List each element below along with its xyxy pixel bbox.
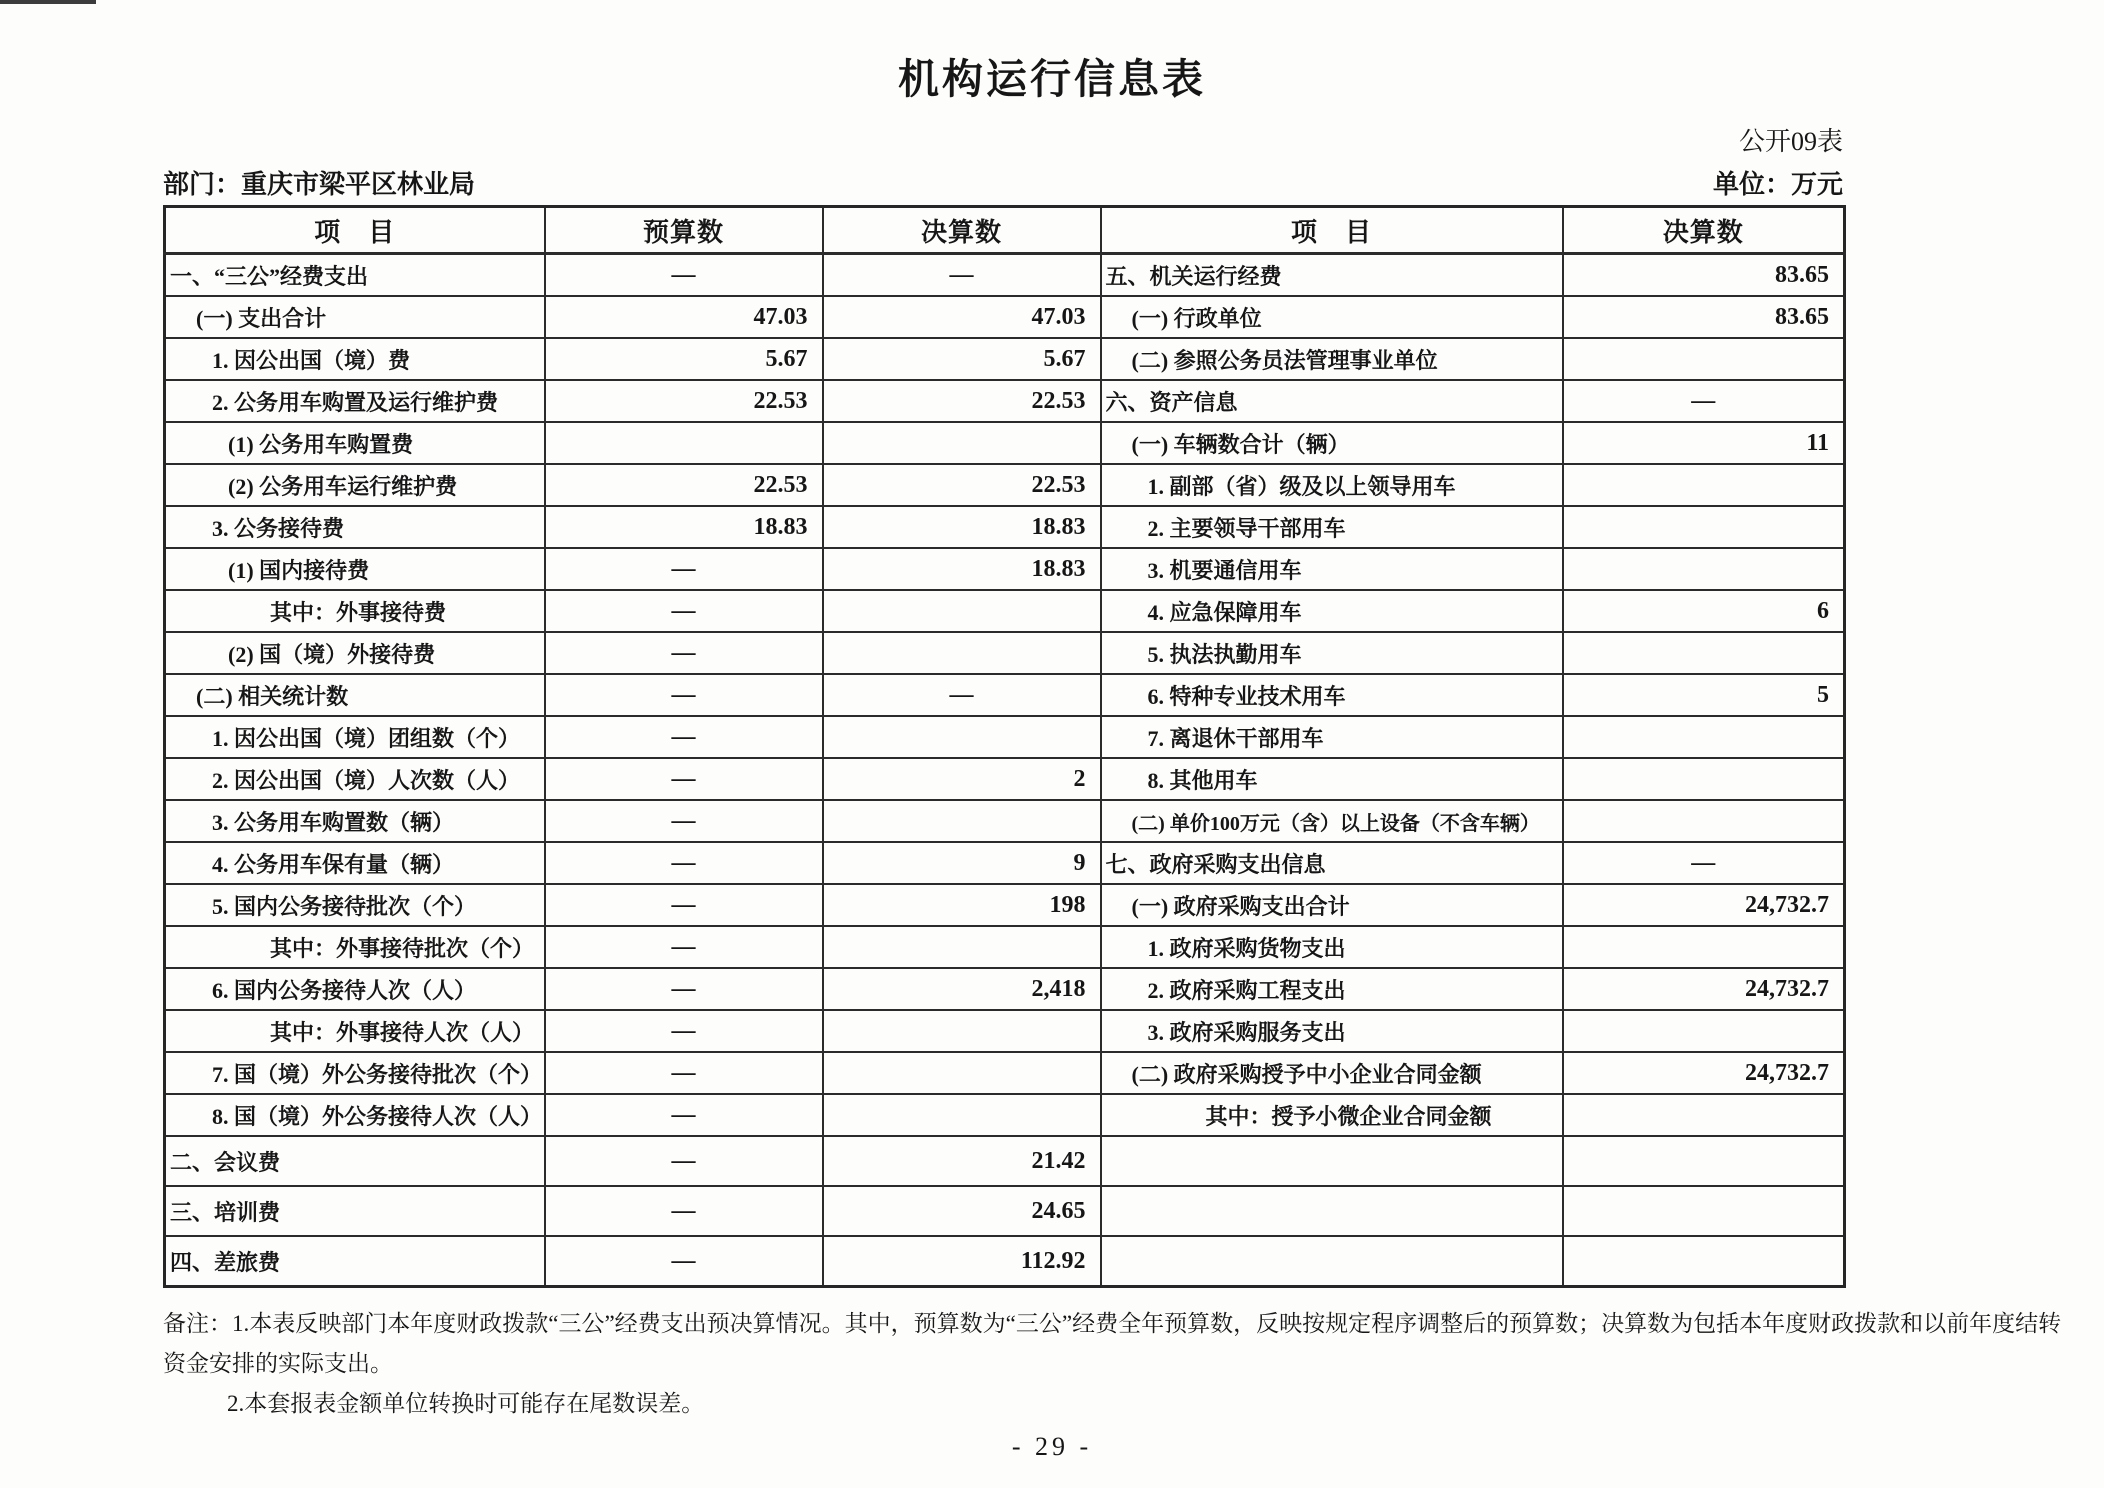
item2-label-cell: 3. 机要通信用车 bbox=[1101, 548, 1563, 590]
item-label-cell: 8. 国（境）外公务接待人次（人） bbox=[165, 1094, 545, 1136]
table-row bbox=[165, 1236, 1845, 1287]
final-value-cell: 24.65 bbox=[823, 1186, 1101, 1236]
final-value-cell: 18.83 bbox=[823, 548, 1101, 590]
table-meta bbox=[163, 164, 1843, 201]
item2-label-cell: 七、政府采购支出信息 bbox=[1101, 842, 1563, 884]
table-row bbox=[165, 506, 1845, 548]
table-row bbox=[165, 1052, 1845, 1094]
final2-value-cell: 6 bbox=[1563, 590, 1845, 632]
budget-value-cell: — bbox=[545, 884, 823, 926]
budget-value-cell: 47.03 bbox=[545, 296, 823, 338]
item2-label-cell bbox=[1101, 1136, 1563, 1186]
item-label-cell: 1. 因公出国（境）费 bbox=[165, 338, 545, 380]
final2-value-cell: 5 bbox=[1563, 674, 1845, 716]
final2-value-cell bbox=[1563, 464, 1845, 506]
budget-value-cell: — bbox=[545, 716, 823, 758]
final2-value-cell bbox=[1563, 758, 1845, 800]
item2-label-cell: (二) 单价100万元（含）以上设备（不含车辆） bbox=[1101, 800, 1563, 842]
final2-value-cell bbox=[1563, 506, 1845, 548]
item2-label-cell: 5. 执法执勤用车 bbox=[1101, 632, 1563, 674]
budget-value-cell: 22.53 bbox=[545, 380, 823, 422]
table-row bbox=[165, 842, 1845, 884]
final-value-cell bbox=[823, 716, 1101, 758]
item2-label-cell: (一) 政府采购支出合计 bbox=[1101, 884, 1563, 926]
budget-value-cell: — bbox=[545, 926, 823, 968]
final2-value-cell bbox=[1563, 1186, 1845, 1236]
final-value-cell bbox=[823, 632, 1101, 674]
header-row bbox=[165, 207, 1845, 254]
table-row bbox=[165, 548, 1845, 590]
scan-artifact-mark bbox=[0, 0, 96, 4]
item2-label-cell: 五、机关运行经费 bbox=[1101, 254, 1563, 297]
table-row bbox=[165, 716, 1845, 758]
table-row bbox=[165, 758, 1845, 800]
final2-value-cell bbox=[1563, 1094, 1845, 1136]
final2-value-cell: 83.65 bbox=[1563, 296, 1845, 338]
table-row bbox=[165, 338, 1845, 380]
budget-value-cell: 22.53 bbox=[545, 464, 823, 506]
final-value-cell: 198 bbox=[823, 884, 1101, 926]
budget-value-cell: 18.83 bbox=[545, 506, 823, 548]
note-line-1: 备注：1.本表反映部门本年度财政拨款“三公”经费支出预决算情况。其中，预算数为“三公”经费全年预算数，反映按规定程序调整后的预算数；决算数为包括本年度财政拨款和以前年度结转 bbox=[163, 1311, 2062, 1336]
item2-label-cell: 其中：授予小微企业合同金额 bbox=[1101, 1094, 1563, 1136]
table-row bbox=[165, 1094, 1845, 1136]
final2-value-cell bbox=[1563, 1236, 1845, 1287]
table-body bbox=[165, 254, 1845, 1287]
final2-value-cell bbox=[1563, 632, 1845, 674]
table-row bbox=[165, 1136, 1845, 1186]
final2-value-cell: 11 bbox=[1563, 422, 1845, 464]
item2-label-cell: (一) 行政单位 bbox=[1101, 296, 1563, 338]
final-value-cell: 22.53 bbox=[823, 380, 1101, 422]
table-row bbox=[165, 800, 1845, 842]
item-label-cell: 5. 国内公务接待批次（个） bbox=[165, 884, 545, 926]
table-row bbox=[165, 590, 1845, 632]
col-header-item2: 项 目 bbox=[1101, 207, 1563, 254]
budget-value-cell: — bbox=[545, 1236, 823, 1287]
final-value-cell bbox=[823, 1052, 1101, 1094]
table-code: 公开09表 bbox=[1738, 127, 1843, 156]
item2-label-cell: 2. 主要领导干部用车 bbox=[1101, 506, 1563, 548]
item-label-cell: 2. 因公出国（境）人次数（人） bbox=[165, 758, 545, 800]
table-row bbox=[165, 464, 1845, 506]
table-row bbox=[165, 926, 1845, 968]
item-label-cell: (1) 国内接待费 bbox=[165, 548, 545, 590]
final2-value-cell: — bbox=[1563, 380, 1845, 422]
item2-label-cell: 8. 其他用车 bbox=[1101, 758, 1563, 800]
col-header-final2: 决算数 bbox=[1563, 207, 1845, 254]
final-value-cell: 21.42 bbox=[823, 1136, 1101, 1186]
final2-value-cell bbox=[1563, 926, 1845, 968]
col-header-budget: 预算数 bbox=[545, 207, 823, 254]
item-label-cell: (二) 相关统计数 bbox=[165, 674, 545, 716]
final2-value-cell bbox=[1563, 1010, 1845, 1052]
budget-value-cell: — bbox=[545, 758, 823, 800]
item-label-cell: (2) 国（境）外接待费 bbox=[165, 632, 545, 674]
final-value-cell bbox=[823, 1010, 1101, 1052]
final-value-cell: 9 bbox=[823, 842, 1101, 884]
budget-value-cell: — bbox=[545, 632, 823, 674]
item-label-cell: 1. 因公出国（境）团组数（个） bbox=[165, 716, 545, 758]
item2-label-cell: (二) 参照公务员法管理事业单位 bbox=[1101, 338, 1563, 380]
budget-value-cell: — bbox=[545, 1136, 823, 1186]
final-value-cell: 22.53 bbox=[823, 464, 1101, 506]
item2-label-cell: 7. 离退休干部用车 bbox=[1101, 716, 1563, 758]
final2-value-cell: — bbox=[1563, 842, 1845, 884]
table-row bbox=[165, 884, 1845, 926]
budget-value-cell: — bbox=[545, 968, 823, 1010]
item-label-cell: 3. 公务接待费 bbox=[165, 506, 545, 548]
final2-value-cell: 24,732.7 bbox=[1563, 968, 1845, 1010]
table-row bbox=[165, 254, 1845, 297]
item-label-cell: 2. 公务用车购置及运行维护费 bbox=[165, 380, 545, 422]
item-label-cell: (1) 公务用车购置费 bbox=[165, 422, 545, 464]
final-value-cell bbox=[823, 800, 1101, 842]
item-label-cell: (2) 公务用车运行维护费 bbox=[165, 464, 545, 506]
budget-value-cell: — bbox=[545, 548, 823, 590]
budget-value-cell: — bbox=[545, 254, 823, 297]
item-label-cell: 4. 公务用车保有量（辆） bbox=[165, 842, 545, 884]
final-value-cell: 2 bbox=[823, 758, 1101, 800]
final-value-cell: 18.83 bbox=[823, 506, 1101, 548]
table-row bbox=[165, 1010, 1845, 1052]
budget-value-cell: — bbox=[545, 1094, 823, 1136]
final2-value-cell bbox=[1563, 716, 1845, 758]
table-row bbox=[165, 1186, 1845, 1236]
budget-value-cell bbox=[545, 422, 823, 464]
final-value-cell: 112.92 bbox=[823, 1236, 1101, 1287]
budget-value-cell: — bbox=[545, 674, 823, 716]
final-value-cell bbox=[823, 422, 1101, 464]
item-label-cell: 其中：外事接待人次（人） bbox=[165, 1010, 545, 1052]
table-header bbox=[165, 207, 1845, 254]
budget-value-cell: 5.67 bbox=[545, 338, 823, 380]
item-label-cell: 其中：外事接待批次（个） bbox=[165, 926, 545, 968]
item2-label-cell bbox=[1101, 1236, 1563, 1287]
final2-value-cell: 24,732.7 bbox=[1563, 884, 1845, 926]
info-table bbox=[163, 205, 1846, 1288]
notes-block bbox=[163, 1304, 2098, 1424]
item-label-cell: (一) 支出合计 bbox=[165, 296, 545, 338]
budget-value-cell: — bbox=[545, 1186, 823, 1236]
table-row bbox=[165, 632, 1845, 674]
item2-label-cell: 4. 应急保障用车 bbox=[1101, 590, 1563, 632]
item-label-cell: 3. 公务用车购置数（辆） bbox=[165, 800, 545, 842]
page-title: 机构运行信息表 bbox=[898, 56, 1206, 102]
item2-label-cell bbox=[1101, 1186, 1563, 1236]
final2-value-cell: 83.65 bbox=[1563, 254, 1845, 297]
col-header-item: 项 目 bbox=[165, 207, 545, 254]
budget-value-cell: — bbox=[545, 1052, 823, 1094]
table-row bbox=[165, 380, 1845, 422]
budget-value-cell: — bbox=[545, 800, 823, 842]
final2-value-cell bbox=[1563, 800, 1845, 842]
final-value-cell: — bbox=[823, 674, 1101, 716]
department-label: 部门：重庆市梁平区林业局 bbox=[163, 170, 476, 199]
final-value-cell: 5.67 bbox=[823, 338, 1101, 380]
table-row bbox=[165, 968, 1845, 1010]
unit-label: 单位：万元 bbox=[1712, 170, 1843, 199]
item2-label-cell: 1. 政府采购货物支出 bbox=[1101, 926, 1563, 968]
final2-value-cell: 24,732.7 bbox=[1563, 1052, 1845, 1094]
budget-value-cell: — bbox=[545, 1010, 823, 1052]
item-label-cell: 一、“三公”经费支出 bbox=[165, 254, 545, 297]
page-number: - 29 - bbox=[1011, 1432, 1093, 1461]
final-value-cell bbox=[823, 590, 1101, 632]
item-label-cell: 6. 国内公务接待人次（人） bbox=[165, 968, 545, 1010]
final-value-cell: 2,418 bbox=[823, 968, 1101, 1010]
item2-label-cell: 六、资产信息 bbox=[1101, 380, 1563, 422]
note-line-3: 2.本套报表金额单位转换时可能存在尾数误差。 bbox=[227, 1391, 705, 1416]
final2-value-cell bbox=[1563, 338, 1845, 380]
item-label-cell: 二、会议费 bbox=[165, 1136, 545, 1186]
item2-label-cell: (一) 车辆数合计（辆） bbox=[1101, 422, 1563, 464]
budget-value-cell: — bbox=[545, 842, 823, 884]
item2-label-cell: (二) 政府采购授予中小企业合同金额 bbox=[1101, 1052, 1563, 1094]
table-row bbox=[165, 674, 1845, 716]
final-value-cell bbox=[823, 926, 1101, 968]
note-line-2: 资金安排的实际支出。 bbox=[163, 1351, 393, 1376]
item-label-cell: 三、培训费 bbox=[165, 1186, 545, 1236]
item-label-cell: 四、差旅费 bbox=[165, 1236, 545, 1287]
col-header-final: 决算数 bbox=[823, 207, 1101, 254]
table-row bbox=[165, 296, 1845, 338]
item2-label-cell: 6. 特种专业技术用车 bbox=[1101, 674, 1563, 716]
item-label-cell: 7. 国（境）外公务接待批次（个） bbox=[165, 1052, 545, 1094]
table-row bbox=[165, 422, 1845, 464]
item2-label-cell: 2. 政府采购工程支出 bbox=[1101, 968, 1563, 1010]
final-value-cell: 47.03 bbox=[823, 296, 1101, 338]
item-label-cell: 其中：外事接待费 bbox=[165, 590, 545, 632]
final2-value-cell bbox=[1563, 548, 1845, 590]
budget-value-cell: — bbox=[545, 590, 823, 632]
item2-label-cell: 1. 副部（省）级及以上领导用车 bbox=[1101, 464, 1563, 506]
item2-label-cell: 3. 政府采购服务支出 bbox=[1101, 1010, 1563, 1052]
final2-value-cell bbox=[1563, 1136, 1845, 1186]
final-value-cell: — bbox=[823, 254, 1101, 297]
final-value-cell bbox=[823, 1094, 1101, 1136]
